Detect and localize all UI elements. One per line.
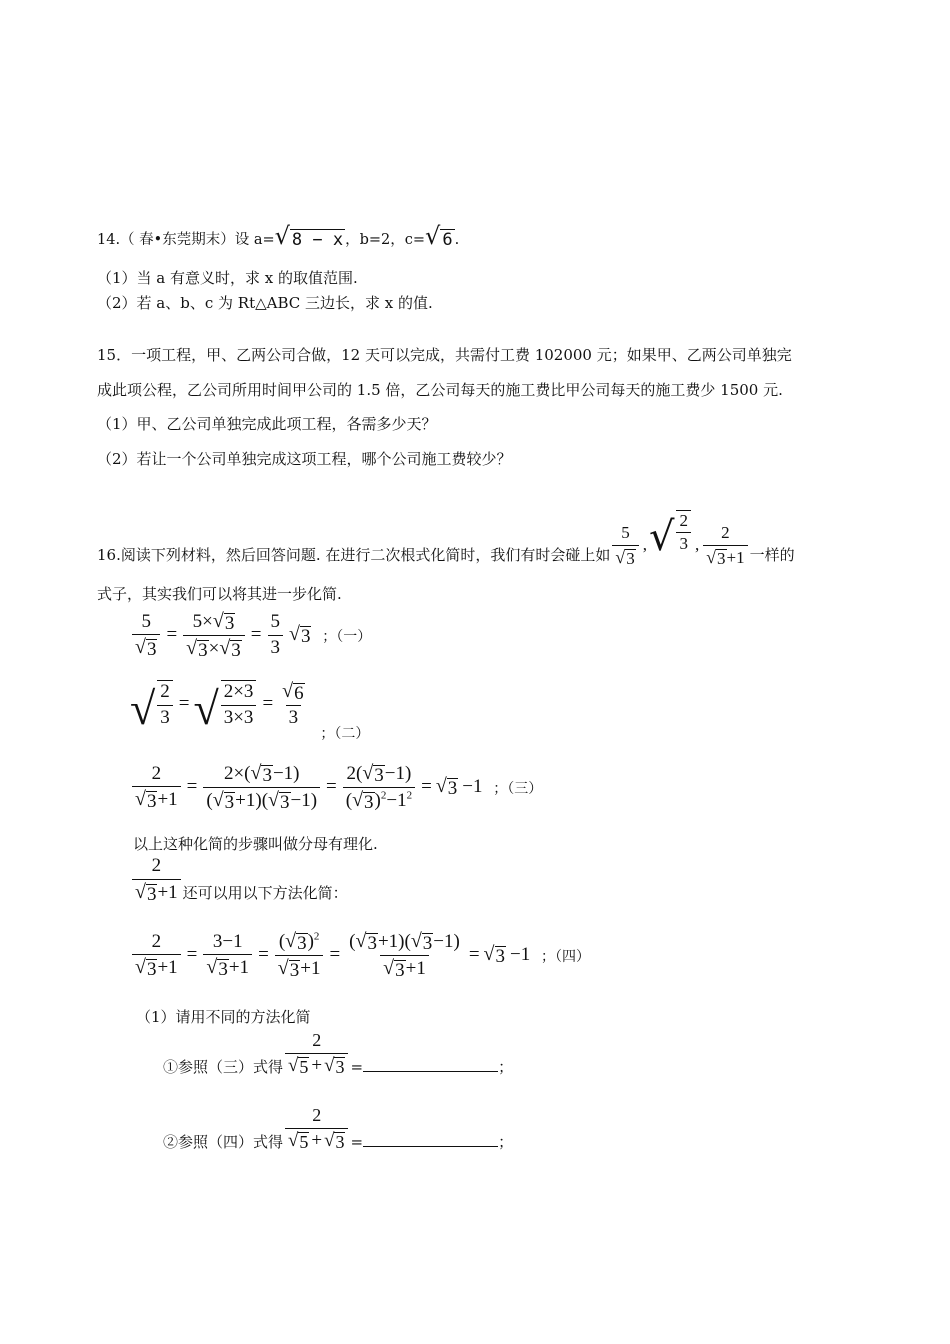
other-method-line: 2 √ 3 +1 还可以用以下方法化简：	[130, 855, 348, 905]
q15-line2: 成此项公程，乙公司所用时间甲公司的 1.5 倍，乙公司每天的施工费比甲公司每天的施工费少 1500 元.	[97, 381, 783, 399]
q14-mid: ，b=2，c=	[345, 232, 426, 248]
q14-part1: （1）当 a 有意义时，求 x 的取值范围.	[97, 269, 358, 287]
tag-four: ；（四）	[541, 948, 590, 965]
q14-part2: （2）若 a、b、c 为 Rt△ABC 三边长，求 x 的值.	[97, 294, 433, 312]
eq1-frac-a: 5 √ 3	[132, 611, 160, 661]
intro-frac-2-sqrt3-plus1: 2 √ 3 +1	[703, 523, 747, 568]
q16-intro-b: 一样的	[749, 546, 795, 565]
q14-prefix: 14.（ 春•东莞期末）设 a=	[97, 232, 275, 248]
sub1-a-line: ①参照（三）式得 2 √ 5 + √ 3 = ；	[163, 1030, 514, 1078]
eq1-frac-b: 5× √ 3 √ 3 × √ 3	[183, 610, 245, 661]
tag-one: ；（一）	[322, 628, 372, 645]
q15-line1: 15．一项工程，甲、乙两公司合做，12 天可以完成，共需付工费 102000 元；如果甲、乙两公司单独完	[97, 346, 792, 364]
tag-three: ；（三）	[493, 780, 543, 797]
answer-blank-1[interactable]	[363, 1057, 498, 1072]
tag-two: ；（二）	[320, 726, 370, 743]
q16-intro-a: 16.阅读下列材料，然后回答问题. 在进行二次根式化简时，我们有时会碰上如	[97, 546, 611, 565]
q14-c-sqrt: √ 6	[425, 222, 453, 251]
q15-part2: （2）若让一个公司单独完成这项工程，哪个公司施工费较少？	[97, 450, 512, 468]
intro-frac-5-sqrt3: 5 √ 3	[612, 523, 638, 568]
equation-three: 2 √ 3 +1 = 2×( √ 3 −1) ( √ 3 +1)( √ 3 −1) = 2( √ 3 −1) ( √ 3 )$^2-1^2$ = √ 3 −1 ；（三）	[130, 762, 542, 813]
equation-four: 2 √ 3 +1 = 3−1 √ 3 +1 = ( √ 3 )$^2$ √ 3 +1 = ( √ 3 +1)( √ 3 −1) √ 3 +1 = √ 3 −1 ；（四）	[130, 930, 590, 981]
equation-two: √ $\frac{2}{3}$ = √ $\frac{2\times 3}{3\times 3}$ = √ 6 3 ；（二）	[130, 680, 370, 743]
q15-part1: （1）甲、乙公司单独完成此项工程，各需多少天？	[97, 415, 437, 433]
q14-title-line: 14.（ 春•东莞期末）设 a= √ 8 − x ，b=2，c= √ 6 .	[97, 222, 460, 251]
answer-blank-2[interactable]	[363, 1132, 498, 1147]
q16-intro-line: 16.阅读下列材料，然后回答问题. 在进行二次根式化简时，我们有时会碰上如 5 √ 3 , √ $\frac{2}{3}$ , 2 √ 3 +1 一样的	[97, 511, 795, 569]
intro-sqrt-2-3: √ $\frac{2}{3}$	[649, 510, 693, 555]
sub1-title: （1）请用不同的方法化简	[136, 1008, 311, 1026]
eq1-frac-c: $\frac{5}{3}$	[268, 611, 284, 660]
q14-a-sqrt: √ 8 − x	[274, 222, 344, 251]
equation-one: 5 √ 3 = 5× √ 3 √ 3 × √ 3 = $\frac{5}{3}$ √ 3 ；（一）	[130, 610, 371, 661]
q16-intro-line2: 式子，其实我们可以将其进一步化简.	[97, 585, 342, 603]
sub1-b-line: ②参照（四）式得 2 √ 5 + √ 3 = ；	[163, 1105, 514, 1153]
note-rationalize: 以上这种化简的步骤叫做分母有理化.	[133, 835, 378, 853]
